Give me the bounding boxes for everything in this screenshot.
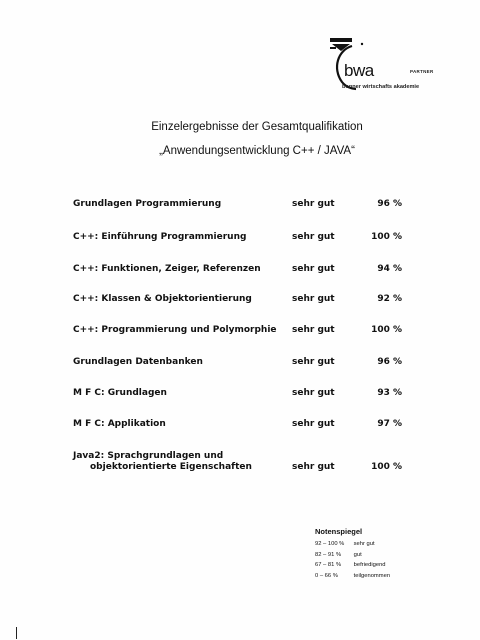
grade-label: sehr gut xyxy=(292,357,335,367)
grade-label: sehr gut xyxy=(292,462,335,472)
percent-value: 100 % xyxy=(371,232,402,242)
subject-label: M F C: Grundlagen xyxy=(73,388,167,398)
subject-label-continued: objektorientierte Eigenschaften xyxy=(90,462,252,472)
percent-value: 96 % xyxy=(377,357,402,367)
partner-emblem-icon xyxy=(330,38,352,52)
scale-range: 0 – 66 % xyxy=(315,572,338,579)
grade-label: sehr gut xyxy=(292,388,335,398)
scale-range: 82 – 91 % xyxy=(315,551,342,558)
subject-label: Grundlagen Datenbanken xyxy=(73,357,203,367)
logo-subtitle: bonner wirtschafts akademie xyxy=(342,84,420,90)
percent-value: 100 % xyxy=(371,325,402,335)
grading-scale-row xyxy=(315,571,390,582)
partner-label: PARTNER xyxy=(410,69,434,74)
percent-value: 96 % xyxy=(377,199,402,209)
scan-edge-mark xyxy=(16,627,17,639)
percent-value: 100 % xyxy=(371,462,402,472)
subject-label: C++: Funktionen, Zeiger, Referenzen xyxy=(73,264,261,274)
grading-scale-row xyxy=(315,539,390,550)
grade-label: sehr gut xyxy=(292,264,335,274)
logo-brand-text: bwa xyxy=(344,61,374,80)
subject-label: M F C: Applikation xyxy=(73,419,166,429)
subject-label: C++: Klassen & Objektorientierung xyxy=(73,294,252,304)
subject-label: C++: Einführung Programmierung xyxy=(73,232,247,242)
grading-scale-title: Notenspiegel xyxy=(315,527,363,536)
percent-value: 97 % xyxy=(377,419,402,429)
scale-label: sehr gut xyxy=(353,541,375,547)
percent-value: 94 % xyxy=(377,264,402,274)
page-subtitle: „Anwendungsentwicklung C++ / JAVA“ xyxy=(159,145,355,157)
percent-value: 93 % xyxy=(377,388,402,398)
percent-value: 92 % xyxy=(377,294,402,304)
grading-scale-row xyxy=(315,550,390,561)
subject-label: Java2: Sprachgrundlagen und xyxy=(73,451,224,461)
grading-scale-row xyxy=(315,560,390,571)
scale-label: gut xyxy=(353,551,362,558)
grade-label: sehr gut xyxy=(292,199,335,209)
grade-label: sehr gut xyxy=(292,419,335,429)
grade-label: sehr gut xyxy=(292,325,335,335)
grading-scale xyxy=(315,527,390,581)
grade-label: sehr gut xyxy=(292,294,335,304)
scale-range: 92 – 100 % xyxy=(315,541,345,547)
bwa-logo xyxy=(330,38,450,98)
grade-label: sehr gut xyxy=(292,232,335,242)
subject-label: C++: Programmierung und Polymorphie xyxy=(73,325,277,335)
scale-label: teilgenommen xyxy=(353,572,391,579)
page-title: Einzelergebnisse der Gesamtqualifikation xyxy=(151,121,363,133)
scale-label: befriedigend xyxy=(353,562,386,568)
scale-range: 67 – 81 % xyxy=(315,562,342,568)
subject-label: Grundlagen Programmierung xyxy=(73,199,222,209)
